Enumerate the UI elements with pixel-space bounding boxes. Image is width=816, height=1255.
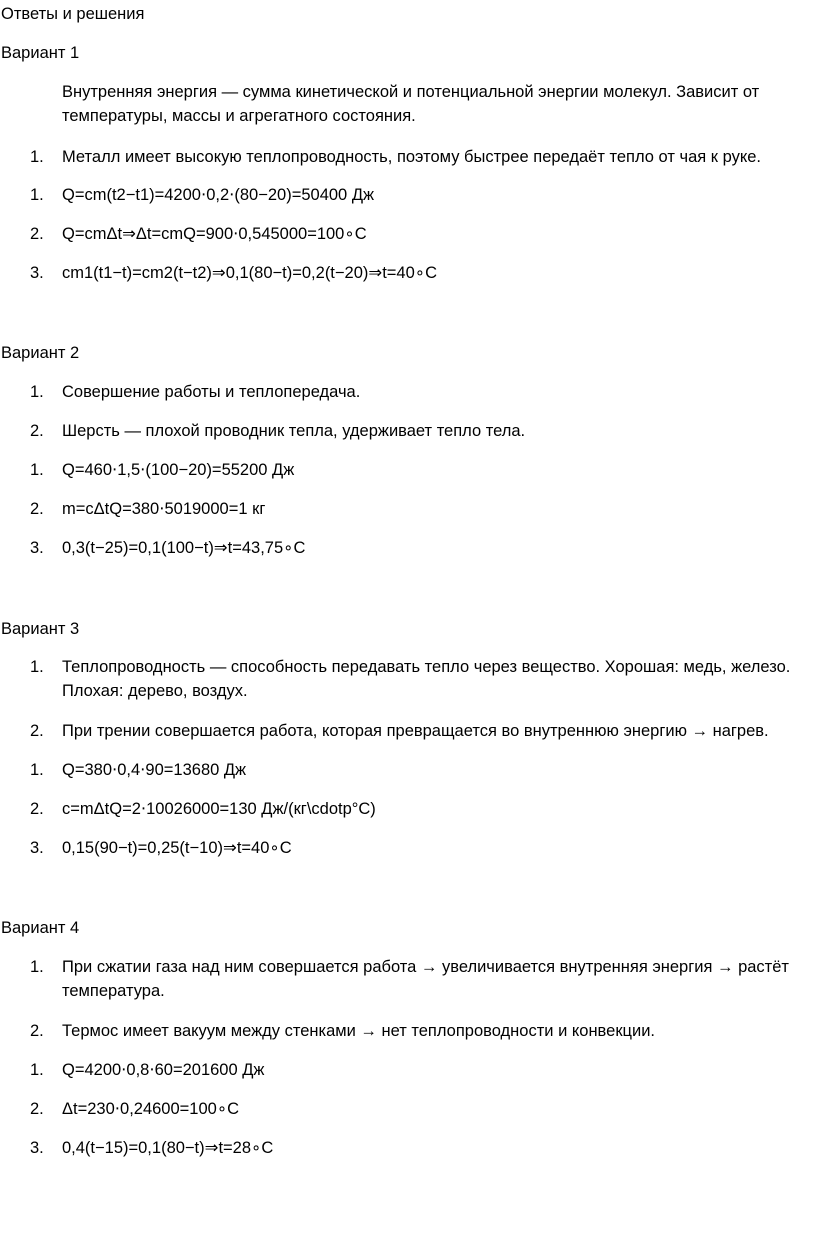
item-number: 1. [30,461,44,479]
item-formula: c=mΔtQ=2⋅10026000=130 Дж/(кг\cdotp°C) [62,800,376,818]
item-formula: Q=460⋅1,5⋅(100−20)=55200 Дж [62,461,295,479]
item-number: 2. [30,422,44,440]
item-number: 2. [30,722,44,740]
item-number: 1. [30,958,44,976]
item-text: Термос имеет вакуум между стенками → нет теплопроводности и конвекции. [62,1022,656,1040]
item-number: 1. [30,148,44,166]
item-number: 3. [30,539,44,557]
item-formula: 0,4(t−15)=0,1(80−t)⇒t=28∘C [62,1139,274,1157]
item-formula: Q=380⋅0,4⋅90=13680 Дж [62,761,247,779]
item-formula: 0,15(90−t)=0,25(t−10)⇒t=40∘C [62,839,292,857]
item-number: 1. [30,658,44,676]
item-text: Металл имеет высокую теплопроводность, поэтому быстрее передаёт тепло от чая к руке. [62,148,761,166]
item-number: 3. [30,264,44,282]
item-number: 1. [30,761,44,779]
item-formula: 0,3(t−25)=0,1(100−t)⇒t=43,75∘C [62,539,306,557]
item-text: Внутренняя энергия — сумма кинетической и потенциальной энергии молекул. Зависит от температуры, массы и агрегатного состояния. [62,83,760,125]
variant-2-heading: Вариант 2 [1,344,80,362]
item-number: 2. [30,225,44,243]
variant-3-heading: Вариант 3 [1,620,80,638]
item-formula: Q=cmΔt⇒Δt=cmQ=900⋅0,545000=100∘C [62,225,367,243]
variant-1-heading: Вариант 1 [1,44,80,62]
item-text: Шерсть — плохой проводник тепла, удерживает тепло тела. [62,422,526,440]
item-formula: Q=4200⋅0,8⋅60=201600 Дж [62,1061,265,1079]
item-formula: m=cΔtQ=380⋅5019000=1 кг [62,500,266,518]
item-formula: Δt=230⋅0,24600=100∘C [62,1100,240,1118]
item-text: При сжатии газа над ним совершается работа → увеличивается внутренняя энергия → растёт температура. [62,958,789,1000]
item-number: 1. [30,1061,44,1079]
item-text: Совершение работы и теплопередача. [62,383,361,401]
variant-4-heading: Вариант 4 [1,919,80,937]
item-number: 2. [30,1100,44,1118]
item-number: 2. [30,1022,44,1040]
item-formula: Q=cm(t2−t1)=4200⋅0,2⋅(80−20)=50400 Дж [62,186,375,204]
item-formula: cm1(t1−t)=cm2(t−t2)⇒0,1(80−t)=0,2(t−20)⇒t=40∘C [62,264,438,282]
item-number: 1. [30,186,44,204]
item-number: 2. [30,800,44,818]
item-text: При трении совершается работа, которая превращается во внутреннюю энергию → нагрев. [62,722,769,740]
item-number: 2. [30,500,44,518]
item-number: 1. [30,383,44,401]
document-title: Ответы и решения [1,5,145,23]
item-number: 3. [30,1139,44,1157]
item-text: Теплопроводность — способность передавать тепло через вещество. Хорошая: медь, железо. Плохая: дерево, воздух. [62,658,791,700]
item-number: 3. [30,839,44,857]
